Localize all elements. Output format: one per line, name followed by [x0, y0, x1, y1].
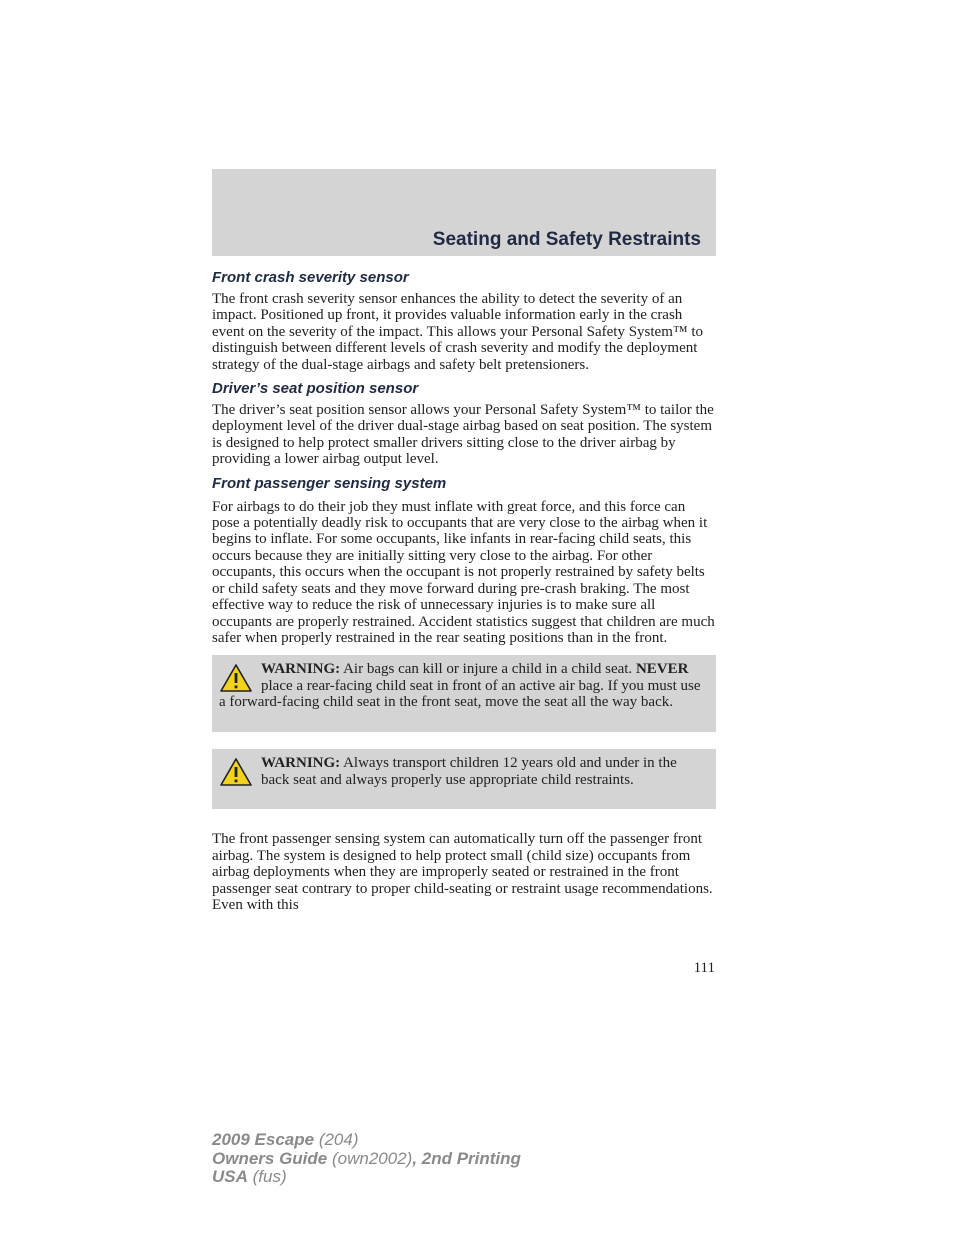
footer-market-code: (fus) — [247, 1167, 287, 1186]
footer-printing: , 2nd Printing — [412, 1148, 521, 1168]
warning-box-transport-children — [212, 749, 716, 809]
paragraph-drivers-seat-position-sensor: The driver’s seat position sensor allows your Personal Safety System™ to tailor the deployment level of the driver dual-stage airbag based on seat position. The system is designed to help protect smaller drivers sitting close to the driver airbag by providing a lower airbag output level. — [212, 402, 714, 468]
page-content — [212, 264, 716, 913]
warning-text: Always transport children 12 years old and under in the back seat and always properly use appropriate child restraints. — [261, 755, 677, 788]
warning-triangle-icon — [219, 757, 253, 787]
heading-front-crash-severity-sensor: Front crash severity sensor — [212, 269, 409, 286]
warning-emphasis: NEVER — [635, 661, 689, 678]
warning-text: Air bags can kill or injure a child in a child seat. — [340, 661, 636, 678]
warning-text: place a rear-facing child seat in front of an active air bag. If you must use a forward-facing child seat in the front seat, move the seat all the way back. — [219, 677, 701, 711]
document-footer — [212, 1131, 521, 1187]
footer-guide-code: (own2002) — [327, 1148, 413, 1168]
warning-label: WARNING: — [261, 755, 341, 772]
footer-line-guide — [212, 1150, 521, 1169]
footer-market: USA — [212, 1167, 248, 1186]
heading-front-passenger-sensing-system: Front passenger sensing system — [212, 474, 447, 492]
footer-line-market — [212, 1168, 521, 1187]
paragraph-front-crash-severity-sensor: The front crash severity sensor enhances the ability to detect the severity of an impact. Positioned up front, it provides valuable information early in the crash event on the severity of the impact. This allows your Personal Safety System™ to distinguish between different levels of crash severity and modify the deployment strategy of the dual-stage airbags and safety belt pretensioners. — [212, 291, 704, 373]
page-number: 111 — [693, 960, 715, 976]
footer-model-code: (204) — [314, 1130, 359, 1149]
paragraph-front-passenger-sensing-system: For airbags to do their job they must inflate with great force, and this force can pose a potentially deadly risk to occupants that are very close to the airbag when it begins to inflate. For some occupants, like infants in rear-facing child seats, this occurs because they are initially sitting very close to the airbag. For other occupants, this occurs when the occupant is not properly restrained by safety belts or child safety seats and they move forward during pre-crash braking. The most effective way to reduce the risk of unnecessary injuries is to make sure all occupants are properly restrained. Accident statistics suggest that children are much safer when properly restrained in the rear seating positions than in the front. — [212, 498, 715, 646]
footer-line-model — [212, 1131, 521, 1150]
heading-drivers-seat-position-sensor: Driver’s seat position sensor — [212, 380, 419, 398]
footer-guide: Owners Guide — [212, 1148, 328, 1168]
section-header-band — [212, 169, 716, 256]
warning-triangle-icon — [219, 663, 253, 693]
warning-label: WARNING: — [261, 661, 341, 678]
warning-box-child-seat — [212, 655, 716, 732]
section-title: Seating and Safety Restraints — [432, 229, 701, 250]
footer-model: 2009 Escape — [212, 1130, 315, 1149]
paragraph-passenger-airbag-off: The front passenger sensing system can automatically turn off the passenger front airbag. The system is designed to help protect small (child size) occupants from airbag deployments when they are improperly seated or restrained in the front passenger seat contrary to proper child-seating or restraint usage recommendations. Even with this — [212, 831, 713, 913]
